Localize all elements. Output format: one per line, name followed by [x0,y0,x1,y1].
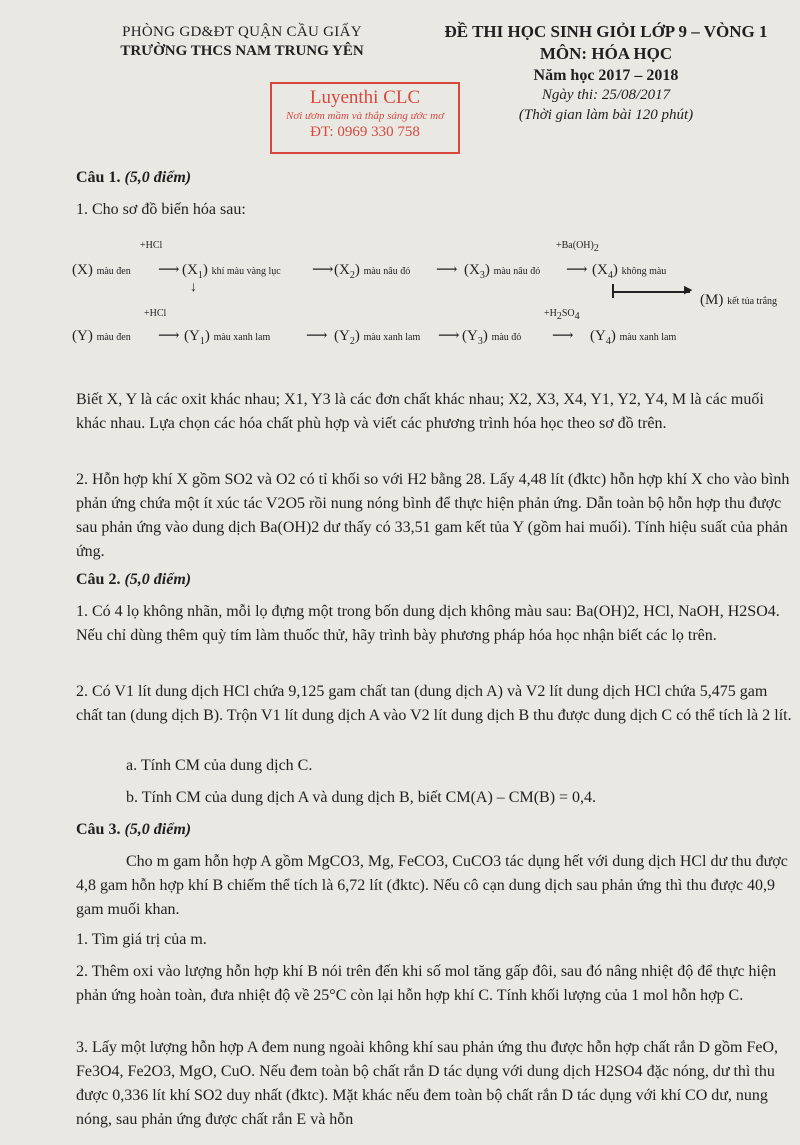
arrow-icon: ⟶ [436,262,458,278]
q3-part2: 2. Thêm oxi vào lượng hỗn hợp khí B nói trên đến khi số mol tăng gấp đôi, sau đó nâng nhiệt độ để thực hiện phản ứng hoàn toàn, đưa nhiệt độ về 25°C còn lại hỗn hợp khí C. Tính khối lượng của 1 mol hỗn hợp C. [76,963,777,1004]
q2-part2a: a. Tính CM của dung dịch C. [126,757,313,774]
arrow-icon: ⟶ [158,262,180,278]
species-m: (M) kết tủa trắng [700,292,778,308]
species-x3: $(X_3)$ màu nâu đỏ [464,262,541,281]
school-name: TRƯỜNG THCS NAM TRUNG YÊN [120,43,364,59]
exam-duration: (Thời gian làm bài 120 phút) [518,107,694,123]
reagent-hcl-bottom: +HCl [144,308,167,319]
species-y2: $(Y_2)$ màu xanh lam [334,328,421,347]
species-x4: $(X_4)$ không màu [592,262,667,281]
species-y4: $(Y_4)$ màu xanh lam [590,328,677,347]
department-name: PHÒNG GD&ĐT QUẬN CẦU GIẤY [122,24,362,40]
species-x: (X) màu đen [72,262,131,278]
q1-part1-body: Biết X, Y là các oxit khác nhau; X1, Y3 là các đơn chất khác nhau; X2, X3, X4, Y1, Y2, Y4, M là các muối khác nhau. Lựa chọn các hóa chất phù hợp và viết các phương trình hóa học theo sơ đồ trên. [76,391,764,432]
reaction-scheme [72,238,800,348]
branch-arrowhead-icon: ▶ [684,284,693,296]
reagent-h2so4: $+H_2SO_4$ [544,308,580,322]
header-left [92,24,392,60]
exam-subject: MÔN: HÓA HỌC [539,44,673,63]
question-3-points: (5,0 điểm) [124,821,192,838]
publisher-stamp [270,82,460,154]
stamp-name: Luyenthi CLC [309,87,421,108]
exam-title: ĐỀ THI HỌC SINH GIỎI LỚP 9 – VÒNG 1 [444,22,768,41]
arrow-icon: ⟶ [312,262,334,278]
question-1-points: (5,0 điểm) [124,169,192,186]
question-1-heading [76,166,796,190]
stamp-phone: ĐT: 0969 330 758 [310,124,420,140]
arrow-icon: ⟶ [566,262,588,278]
stamp-slogan: Nơi ươm mầm và thắp sáng ước mơ [285,110,444,122]
arrow-icon: ⟶ [552,328,574,344]
q1-part1-intro: 1. Cho sơ đồ biến hóa sau: [76,201,246,218]
header-right [412,22,800,124]
question-2-title: Câu 2. [76,571,121,588]
q3-part3: 3. Lấy một lượng hỗn hợp A đem nung ngoài không khí sau phản ứng thu được hỗn hợp chất rắn D gồm FeO, Fe3O4, Fe2O3, MgO, CuO. Nếu đem toàn bộ chất rắn D tác dụng với dung dịch H2SO4 đặc nóng, dư thì thu được 0,336 lít khí SO2 duy nhất (đktc). Mặt khác nếu đem toàn bộ chất rắn D tác dụng với khí CO dư, nung nóng, sau phản ứng được chất rắn E và hỗn [76,1039,779,1128]
q2-part2b: b. Tính CM của dung dịch A và dung dịch B, biết CM(A) – CM(B) = 0,4. [126,789,597,806]
arrow-icon: ⟶ [158,328,180,344]
question-1-title: Câu 1. [76,169,121,186]
species-y3: $(Y_3)$ màu đỏ [462,328,522,347]
arrow-icon: ⟶ [306,328,328,344]
q2-part1: 1. Có 4 lọ không nhãn, mỗi lọ đựng một trong bốn dung dịch không màu sau: Ba(OH)2, HCl, NaOH, H2SO4. Nếu chỉ dùng thêm quỳ tím làm thuốc thử, hãy trình bày phương pháp hóa học nhận biết các lọ trên. [76,603,780,644]
school-year: Năm học 2017 – 2018 [533,67,679,84]
question-3-title: Câu 3. [76,821,121,838]
species-x2: $(X_2)$ màu nâu đỏ [334,262,411,281]
down-arrow-icon: ↓ [190,280,197,295]
question-2-points: (5,0 điểm) [124,571,192,588]
exam-date: Ngày thi: 25/08/2017 [541,87,671,103]
q2-part2: 2. Có V1 lít dung dịch HCl chứa 9,125 gam chất tan (dung dịch A) và V2 lít dung dịch HCl chứa 5,475 gam chất tan (dung dịch B). Trộn V1 lít dung dịch A vào V2 lít dung dịch B thu được dung dịch C có thể tích là 2 lít. [76,683,792,724]
reagent-hcl-top: +HCl [140,240,163,251]
branch-line [612,291,690,293]
species-y1: $(Y_1)$ màu xanh lam [184,328,271,347]
q3-part1: 1. Tìm giá trị của m. [76,931,207,948]
species-y: (Y) màu đen [72,328,131,344]
question-2-heading [76,568,796,592]
arrow-icon: ⟶ [438,328,460,344]
q3-intro: Cho m gam hỗn hợp A gồm MgCO3, Mg, FeCO3, CuCO3 tác dụng hết với dung dịch HCl dư thu được 4,8 gam hỗn hợp khí B chiếm thể tích là 6,72 lít (đktc). Nếu cô cạn dung dịch sau phản ứng thì thu được 40,9 gam muối khan. [76,853,788,918]
reagent-baoh2: $+Ba(OH)_2$ [556,240,599,254]
q1-part2: 2. Hỗn hợp khí X gồm SO2 và O2 có tỉ khối so với H2 bằng 28. Lấy 4,48 lít (đktc) hỗn hợp khí X cho vào bình phản ứng chứa một ít xúc tác V2O5 rồi nung nóng bình để thực hiện phản ứng. Dẫn toàn bộ hỗn hợp thu được sau phản ứng vào dung dịch Ba(OH)2 dư thấy có 33,51 gam kết tủa Y (gồm hai muối). Tính hiệu suất của phản ứng. [76,471,790,560]
species-x1: $(X_1)$ khí màu vàng lục [182,262,281,281]
question-3-heading [76,818,796,842]
